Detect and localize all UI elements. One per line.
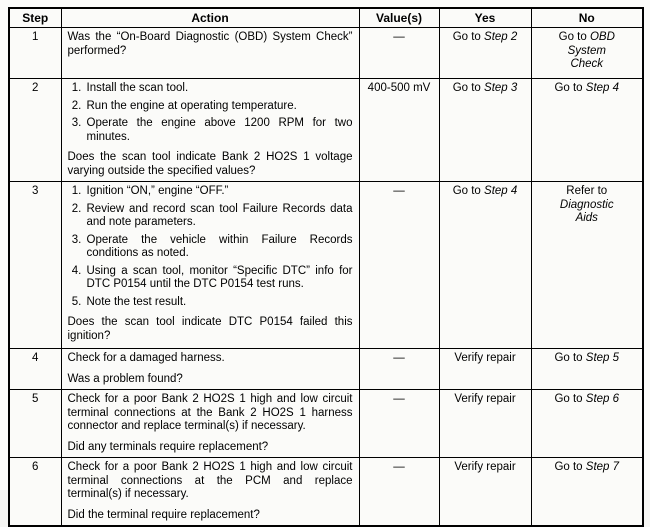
step-cell — [9, 79, 61, 182]
action-item: 2. Run the engine at operating temperature. — [85, 100, 353, 114]
yes-step-ref: Step 2 — [484, 31, 518, 43]
column-header-values: Value(s) — [359, 8, 439, 28]
no-step-ref: Diagnostic Aids — [559, 198, 614, 224]
yes-step-ref: Step 4 — [484, 185, 518, 197]
no-step-ref: Step 7 — [585, 461, 620, 473]
step-number: 5 — [32, 393, 39, 405]
step-cell — [9, 458, 61, 527]
action-question: Was a problem found? — [67, 372, 183, 385]
action-cell — [61, 349, 359, 390]
column-header-yes: Yes — [439, 8, 531, 28]
action-list — [68, 82, 353, 144]
action-text: Check for a damaged harness. — [67, 352, 225, 364]
action-cell — [61, 390, 359, 458]
yes-cell — [439, 79, 531, 182]
action-question: Does the scan tool indicate DTC P0154 failed this ignition? — [67, 316, 353, 342]
no-text: Go to — [558, 31, 590, 43]
no-cell — [531, 390, 643, 458]
no-step-ref: Step 6 — [585, 393, 620, 405]
no-cell — [531, 458, 643, 527]
step-cell — [9, 390, 61, 458]
action-text: Check for a poor Bank 2 HO2S 1 high and low circuit terminal connections at the Bank 2 HO2S 1 harness connector and replace terminal(s) if necessary. — [67, 393, 353, 432]
no-text: Go to — [554, 352, 586, 364]
values-cell: — — [359, 182, 439, 349]
table-row — [9, 349, 643, 390]
diagnostic-step-table — [8, 7, 644, 527]
values-cell: — — [359, 28, 439, 79]
values-cell: 400-500 mV — [359, 79, 439, 182]
values-cell: — — [359, 390, 439, 458]
no-text: Go to — [554, 82, 586, 94]
no-step-ref: Step 4 — [585, 82, 620, 94]
step-cell — [9, 182, 61, 349]
step-number: 2 — [32, 82, 39, 94]
table-row — [9, 458, 643, 527]
action-question: Does the scan tool indicate Bank 2 HO2S 1 voltage varying outside the specified values? — [67, 151, 353, 177]
yes-text: Go to — [452, 185, 485, 197]
column-header-no: No — [531, 8, 643, 28]
yes-text: Verify repair — [454, 393, 516, 405]
action-cell — [61, 79, 359, 182]
action-item: 2. Review and record scan tool Failure Records data and note parameters. — [85, 203, 353, 230]
yes-text: Verify repair — [454, 352, 516, 364]
action-list — [68, 185, 353, 309]
values-cell: — — [359, 349, 439, 390]
table-row — [9, 182, 643, 349]
step-cell — [9, 28, 61, 79]
column-header-step: Step — [9, 8, 61, 28]
table-row — [9, 79, 643, 182]
action-text: Was the “On-Board Diagnostic (OBD) System Check” performed? — [67, 31, 353, 57]
step-number: 3 — [32, 185, 39, 197]
action-item: 5. Note the test result. — [85, 296, 353, 310]
header-row — [9, 8, 643, 28]
yes-cell — [439, 349, 531, 390]
yes-cell — [439, 182, 531, 349]
yes-cell — [439, 390, 531, 458]
action-question: Did any terminals require replacement? — [67, 440, 269, 453]
action-text: Check for a poor Bank 2 HO2S 1 high and low circuit terminal connections at the PCM and replace terminal(s) if necessary. — [67, 461, 353, 500]
action-cell — [61, 28, 359, 79]
table-row — [9, 390, 643, 458]
action-item: 4. Using a scan tool, monitor “Specific DTC” info for DTC P0154 until the DTC P0154 test runs. — [85, 265, 353, 292]
action-item: 3. Operate the engine above 1200 RPM for two minutes. — [85, 117, 353, 144]
yes-text: Go to — [452, 31, 485, 43]
yes-cell — [439, 458, 531, 527]
step-number: 4 — [32, 352, 39, 364]
no-text: Go to — [554, 461, 586, 473]
no-cell — [531, 182, 643, 349]
step-number: 6 — [32, 461, 39, 473]
action-item: 1. Ignition “ON,” engine “OFF.” — [85, 185, 353, 199]
no-step-ref: OBD System Check — [567, 31, 615, 70]
no-cell — [531, 79, 643, 182]
column-header-action: Action — [61, 8, 359, 28]
action-question: Did the terminal require replacement? — [67, 508, 260, 521]
step-number: 1 — [32, 31, 39, 43]
values-cell: — — [359, 458, 439, 527]
no-text: Refer to — [566, 185, 608, 197]
action-cell — [61, 182, 359, 349]
action-item: 1. Install the scan tool. — [85, 82, 353, 96]
yes-step-ref: Step 3 — [484, 82, 518, 94]
yes-text: Verify repair — [454, 461, 516, 473]
no-cell — [531, 349, 643, 390]
no-cell — [531, 28, 643, 79]
yes-text: Go to — [452, 82, 485, 94]
action-cell — [61, 458, 359, 527]
action-item: 3. Operate the vehicle within Failure Records conditions as noted. — [85, 234, 353, 261]
step-cell — [9, 349, 61, 390]
table-row — [9, 28, 643, 79]
no-text: Go to — [554, 393, 586, 405]
yes-cell — [439, 28, 531, 79]
no-step-ref: Step 5 — [585, 352, 620, 364]
